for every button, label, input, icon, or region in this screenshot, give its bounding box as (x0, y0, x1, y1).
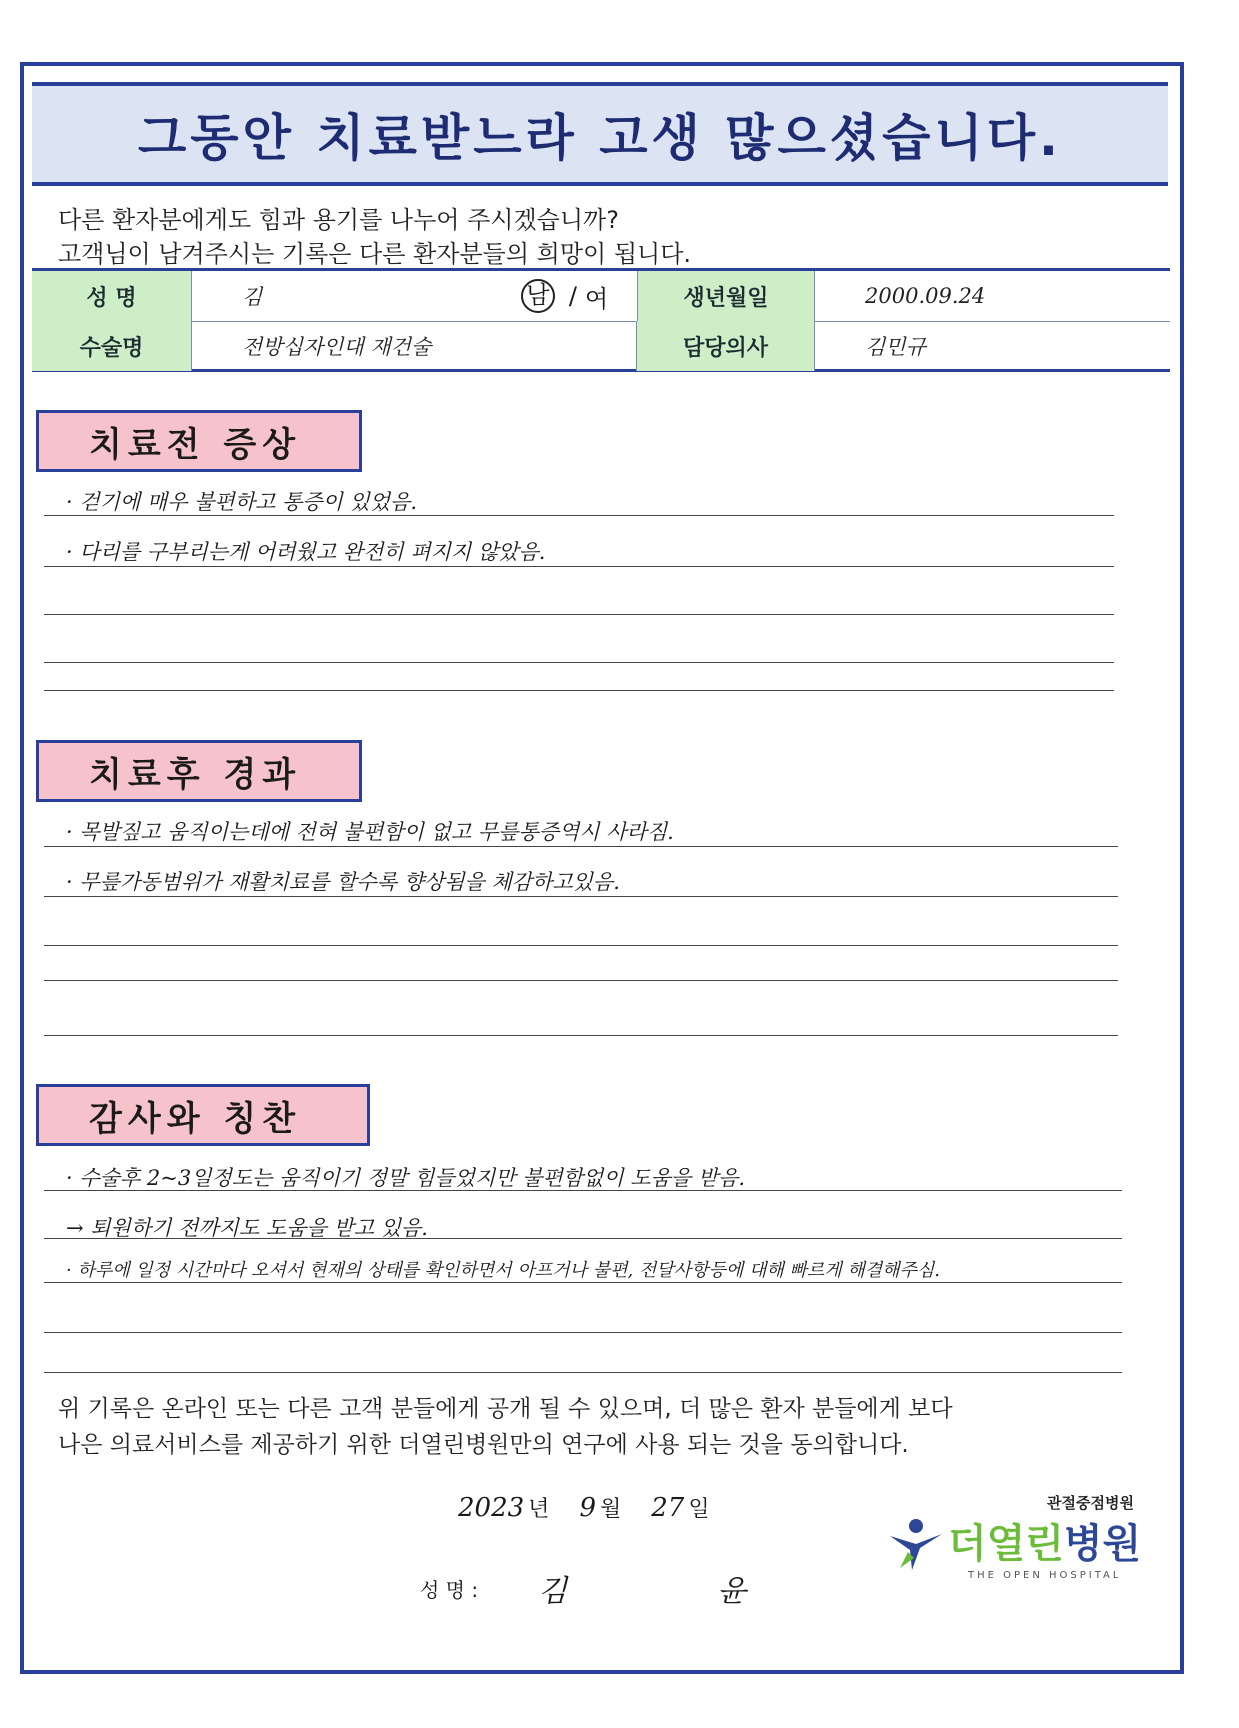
rule-line (44, 1238, 1122, 1239)
rule-line (44, 1372, 1122, 1373)
title-banner (32, 82, 1168, 186)
logo-tagline: 관절중점병원 (1047, 1494, 1134, 1512)
date-month-unit: 월 (599, 1497, 622, 1522)
rule-line (44, 980, 1118, 981)
surgery-label: 수술명 (32, 321, 192, 371)
rule-line (44, 566, 1114, 567)
dob-value: 2000.09.24 (865, 284, 986, 308)
section-after-title: 치료후 경과 (36, 740, 362, 802)
info-row-2 (32, 321, 1170, 371)
date-day: 27 (651, 1493, 685, 1523)
date-row (458, 1492, 710, 1523)
info-row-1 (32, 271, 1170, 322)
hospital-logo (886, 1492, 1146, 1592)
date-month: 9 (579, 1493, 596, 1523)
gender-male: 남 (521, 279, 555, 313)
date-day-unit: 일 (688, 1497, 710, 1522)
rule-line (44, 1282, 1122, 1283)
consent-line-2: 나은 의료서비스를 제공하기 위한 더열린병원만의 연구에 사용 되는 것을 동의합니다. (58, 1432, 909, 1458)
page-title: 그동안 치료받느라 고생 많으셨습니다. (137, 109, 1062, 167)
intro-line-2: 고객님이 남겨주시는 기록은 다른 환자분들의 희망이 됩니다. (58, 240, 692, 268)
doctor-label: 담당의사 (637, 321, 815, 371)
rule-line (44, 515, 1114, 516)
signature-last: 윤 (717, 1574, 747, 1609)
thanks-entry-1: · 수술후 2~3일정도는 움직이기 정말 힘들었지만 불편함없이 도움을 받음. (66, 1166, 746, 1190)
surgery-value: 전방십자인대 재건술 (192, 321, 637, 371)
signature-first: 김 (538, 1574, 568, 1609)
name-value: 김 (242, 285, 263, 309)
rule-line (44, 662, 1114, 663)
section-before-title: 치료전 증상 (36, 410, 362, 472)
rule-line (44, 1035, 1118, 1036)
rule-line (44, 1190, 1122, 1191)
before-entry-1: · 걷기에 매우 불편하고 통증이 있었음. (66, 490, 418, 514)
after-entry-2: · 무릎가동범위가 재활치료를 할수록 향상됨을 체감하고있음. (66, 870, 620, 894)
gender-sep: / (568, 282, 577, 310)
logo-english: THE OPEN HOSPITAL (968, 1570, 1122, 1581)
date-year: 2023 (458, 1493, 525, 1523)
rule-line (44, 690, 1114, 691)
after-entry-1: · 목발짚고 움직이는데에 전혀 불편함이 없고 무릎통증역시 사라짐. (66, 820, 674, 844)
doctor-value: 김민규 (865, 335, 926, 359)
before-entry-2: · 다리를 구부리는게 어려웠고 완전히 펴지지 않았음. (66, 540, 546, 564)
signature-row (420, 1566, 746, 1610)
logo-name-green: 더열린 (948, 1521, 1064, 1567)
thanks-entry-3: · 하루에 일정 시간마다 오셔서 현재의 상태를 확인하면서 아프거나 불편, 전달사항등에 대해 빠르게 해결해주심. (66, 1260, 941, 1281)
rule-line (44, 896, 1118, 897)
hospital-mark-icon (886, 1514, 946, 1574)
gender-female: 여 (584, 284, 609, 313)
consent-line-1: 위 기록은 온라인 또는 다른 고객 분들에게 공개 될 수 있으며, 더 많은 환자 분들에게 보다 (58, 1396, 953, 1422)
logo-name-blue: 병원 (1063, 1521, 1142, 1567)
dob-label: 생년월일 (637, 271, 815, 321)
thanks-entry-2: → 퇴원하기 전까지도 도움을 받고 있음. (66, 1216, 428, 1240)
intro-line-1: 다른 환자분에게도 힘과 용기를 나누어 주시겠습니까? (58, 206, 619, 234)
name-label: 성 명 (32, 271, 192, 321)
signature-label: 성 명 : (420, 1577, 479, 1602)
rule-line (44, 846, 1118, 847)
date-year-unit: 년 (528, 1497, 550, 1522)
rule-line (44, 1332, 1122, 1333)
gender-field (492, 271, 637, 321)
rule-line (44, 614, 1114, 615)
section-thanks-title: 감사와 칭찬 (36, 1084, 370, 1146)
logo-name (948, 1512, 1141, 1569)
rule-line (44, 945, 1118, 946)
patient-info-table (32, 268, 1170, 372)
